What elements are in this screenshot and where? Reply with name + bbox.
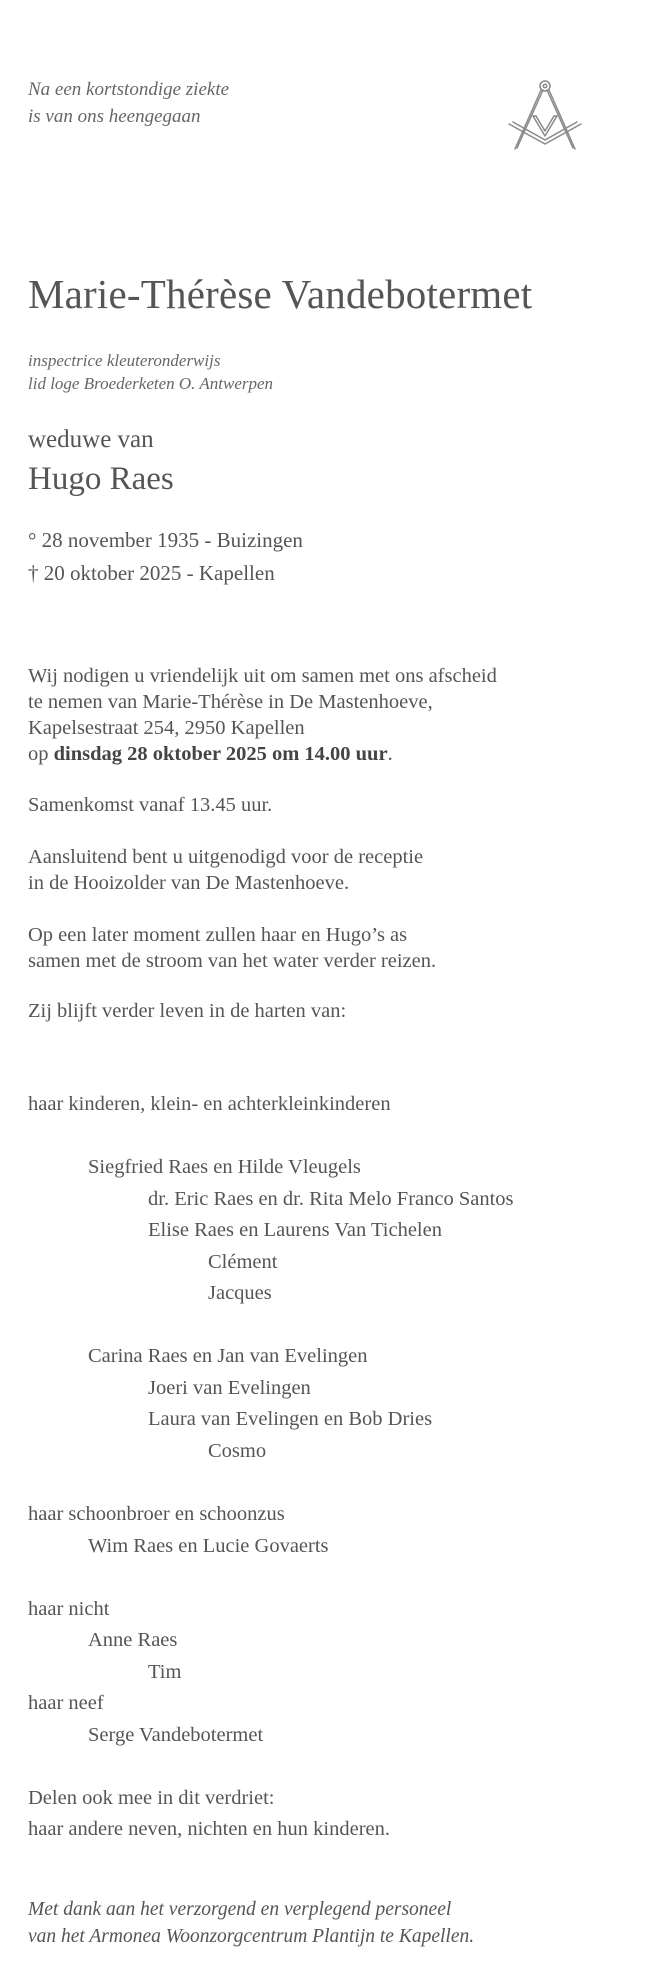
spouse-name: Hugo Raes	[28, 461, 174, 497]
invitation-line: te nemen van Marie-Thérèse in De Mastenhoeve,	[28, 691, 433, 713]
great-grandchild-entry: Jacques	[208, 1282, 272, 1304]
nephew-entry: Serge Vandebotermet	[88, 1724, 264, 1746]
death-date: † 20 oktober 2025 - Kapellen	[28, 561, 275, 585]
thanks-line: van het Armonea Woonzorgcentrum Plantijn te Kapellen.	[28, 1926, 475, 1947]
thanks-text	[28, 1896, 474, 1950]
reception-paragraph	[28, 844, 423, 896]
invitation-line	[28, 741, 497, 767]
niece-child-entry: Tim	[148, 1661, 182, 1683]
inlaws-label: haar schoonbroer en schoonzus	[28, 1503, 285, 1525]
sharing-entry: haar andere neven, nichten en hun kinderen.	[28, 1818, 391, 1840]
nephew-label: haar neef	[28, 1692, 104, 1714]
invitation-line: Wij nodigen u vriendelijk uit om samen met ons afscheid	[28, 665, 497, 687]
life-dates	[28, 524, 303, 590]
deceased-titles	[28, 349, 273, 395]
sharing-label: Delen ook mee in dit verdriet:	[28, 1787, 275, 1809]
deceased-name: Marie-Thérèse Vandebotermet	[28, 271, 533, 317]
great-grandchild-entry: Clément	[208, 1251, 278, 1273]
intro-line: is van ons heengegaan	[28, 106, 201, 127]
inlaws-entry: Wim Raes en Lucie Govaerts	[88, 1535, 329, 1557]
grandchild-entry: Laura van Evelingen en Bob Dries	[148, 1408, 433, 1430]
child-entry: Carina Raes en Jan van Evelingen	[88, 1345, 368, 1367]
deceased-title-line: inspectrice kleuteronderwijs	[28, 351, 221, 370]
invitation-suffix: .	[387, 743, 393, 765]
widow-label: weduwe van	[28, 426, 154, 453]
grandchild-entry: dr. Eric Raes en dr. Rita Melo Franco Santos	[148, 1188, 514, 1210]
reception-line: Aansluitend bent u uitgenodigd voor de receptie	[28, 846, 424, 868]
grandchild-entry: Joeri van Evelingen	[148, 1377, 311, 1399]
square-and-compasses-icon	[506, 78, 584, 152]
niece-entry: Anne Raes	[88, 1629, 178, 1651]
deceased-title-line: lid loge Broederketen O. Antwerpen	[28, 374, 274, 393]
intro-text	[28, 76, 229, 130]
funeral-datetime: dinsdag 28 oktober 2025 om 14.00 uur	[53, 743, 388, 765]
reception-line: in de Hooizolder van De Mastenhoeve.	[28, 872, 350, 894]
gathering-text: Samenkomst vanaf 13.45 uur.	[28, 794, 273, 816]
niece-label: haar nicht	[28, 1598, 110, 1620]
invitation-line: Kapelsestraat 254, 2950 Kapellen	[28, 717, 305, 739]
great-grandchild-entry: Cosmo	[208, 1440, 267, 1462]
grandchild-entry: Elise Raes en Laurens Van Tichelen	[148, 1219, 442, 1241]
child-entry: Siegfried Raes en Hilde Vleugels	[88, 1156, 361, 1178]
ashes-line: samen met de stroom van het water verder reizen.	[28, 950, 437, 972]
children-label: haar kinderen, klein- en achterkleinkinderen	[28, 1093, 391, 1115]
invitation-prefix: op	[28, 743, 54, 765]
thanks-line: Met dank aan het verzorgend en verplegend personeel	[28, 1899, 452, 1920]
remembered-text: Zij blijft verder leven in de harten van:	[28, 1000, 347, 1022]
ashes-paragraph	[28, 922, 436, 974]
ashes-line: Op een later moment zullen haar en Hugo’s as	[28, 924, 408, 946]
intro-line: Na een kortstondige ziekte	[28, 79, 230, 100]
birth-date: ° 28 november 1935 - Buizingen	[28, 528, 303, 552]
invitation-paragraph	[28, 663, 497, 767]
